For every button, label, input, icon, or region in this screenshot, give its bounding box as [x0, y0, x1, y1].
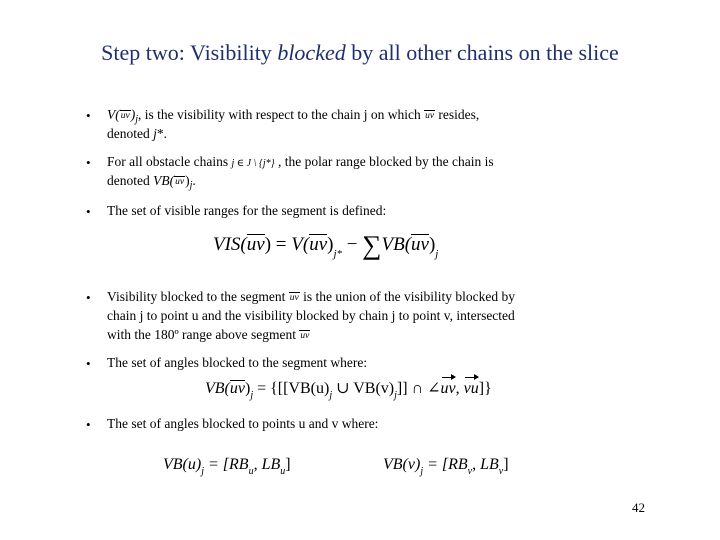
b1-uv2: uv	[425, 111, 435, 121]
b2-end: , the polar range blocked by the chain is	[274, 154, 494, 169]
bullet-4-line-2: chain j to point u and the visibility blocked by chain j to point v, intersected	[107, 308, 515, 323]
b4-end: is the union of the visibility blocked by	[299, 289, 515, 304]
b1-v: V(	[107, 107, 120, 122]
f1-eq: =	[271, 234, 292, 255]
title-text-end: by all other chains on the slice	[345, 40, 619, 65]
bullet-2-line-1	[107, 153, 494, 173]
f4-comma: , LB	[472, 456, 499, 473]
f2-mid: ∪ VB(v)	[332, 380, 395, 397]
f1-uv: uv	[246, 234, 265, 255]
f4-sub: j	[420, 466, 424, 477]
f1-close: )	[264, 234, 272, 255]
bullet-2-line-2	[107, 172, 196, 195]
f2-vu-arrow: vu	[463, 380, 479, 397]
b2-sub: j	[189, 180, 193, 191]
b4-uv: uv	[289, 293, 299, 303]
f3-lhs: VB(u)	[163, 456, 202, 473]
f1-close3: )	[428, 234, 436, 255]
b2-pre: For all obstacle chains	[107, 154, 232, 169]
b4-l3-pre: with the 180º range above segment	[107, 327, 300, 342]
bullet-5-marker: •	[86, 356, 91, 371]
formula-vb-u	[163, 456, 291, 477]
f4-end: ]	[503, 456, 509, 473]
bullet-4-marker: •	[86, 290, 91, 305]
b1-mid: , is the visibility with respect to the chain j on which	[138, 107, 425, 122]
slide-title	[0, 40, 720, 66]
f1-sub2: j	[435, 248, 439, 260]
f1-minus: −	[342, 234, 363, 255]
f2-uv: uv	[229, 380, 245, 397]
f1-sub1: j*	[333, 248, 343, 260]
b2-close: )	[185, 173, 190, 188]
f1-vb: VB(	[381, 234, 412, 255]
b2-denoted: denoted	[107, 173, 154, 188]
f1-uv2: uv	[309, 234, 328, 255]
formula-vb-v	[383, 456, 509, 477]
f3-lb-sub: u	[280, 466, 286, 477]
f2-sub: j	[250, 390, 254, 401]
b1-denoted: denoted	[107, 126, 154, 141]
title-text-start: Step two: Visibility	[101, 40, 278, 65]
f4-rb-sub: v	[467, 466, 473, 477]
b4-pre: Visibility blocked to the segment	[107, 289, 289, 304]
f3-end: ]	[285, 456, 291, 473]
f3-rb-sub: u	[248, 466, 254, 477]
b1-uv: uv	[120, 111, 130, 121]
f3-comma: , LB	[253, 456, 281, 473]
bullet-4-line-3	[107, 326, 310, 344]
f2-comma: ,	[455, 380, 464, 397]
b2-set: j ∈ J \ {j*}	[231, 158, 275, 169]
b1-sub: j	[135, 114, 138, 125]
f2-lhs: VB(	[205, 380, 230, 397]
bullet-1-line-2	[107, 125, 167, 143]
b2-period: .	[192, 173, 196, 188]
f1-sum: ∑	[362, 230, 382, 260]
bullet-2-marker: •	[86, 155, 91, 170]
f2-uv-arrow: uv	[440, 380, 456, 397]
title-emphasis: blocked	[277, 40, 346, 65]
b1-close: )	[130, 107, 136, 122]
f1-uv3: uv	[411, 234, 429, 255]
b1-end: resides,	[435, 107, 480, 122]
formula-vis	[213, 230, 438, 261]
bullet-6-marker: •	[86, 417, 91, 432]
f2-end: ]}	[478, 380, 492, 397]
f2-close: )	[244, 380, 251, 397]
f1-v: V(	[291, 234, 310, 255]
bullet-6-text: The set of angles blocked to points u and v where:	[107, 416, 379, 431]
bullet-3-marker: •	[86, 204, 91, 219]
f4-lb-sub: v	[498, 466, 504, 477]
f4-lhs: VB(v)	[383, 456, 421, 473]
bullet-5-text: The set of angles blocked to the segment where:	[107, 355, 368, 370]
bullet-4-line-1	[107, 288, 515, 306]
f1-vis: VIS(	[213, 234, 247, 255]
bullet-3-text: The set of visible ranges for the segment is defined:	[107, 203, 387, 218]
b1-j: j	[153, 126, 157, 141]
f1-close2: )	[327, 234, 334, 255]
f2-sub-v: j	[394, 390, 397, 401]
f4-rhs: = [RB	[423, 456, 468, 473]
f3-rhs: = [RB	[203, 456, 249, 473]
b2-uv: uv	[175, 177, 185, 187]
f3-sub: j	[201, 466, 204, 477]
b2-vb: VB(	[153, 173, 175, 188]
b4-l3-uv: uv	[300, 331, 310, 341]
formula-vb-segment	[205, 378, 492, 401]
bullet-1-marker: •	[86, 108, 91, 123]
f2-sub-u: j	[329, 390, 333, 401]
page-number: 42	[632, 500, 645, 515]
f2-rest: ]] ∩ ∠	[396, 380, 441, 397]
f2-eq: = {[[VB(u)	[253, 380, 330, 397]
b1-jstar: *.	[156, 126, 168, 141]
